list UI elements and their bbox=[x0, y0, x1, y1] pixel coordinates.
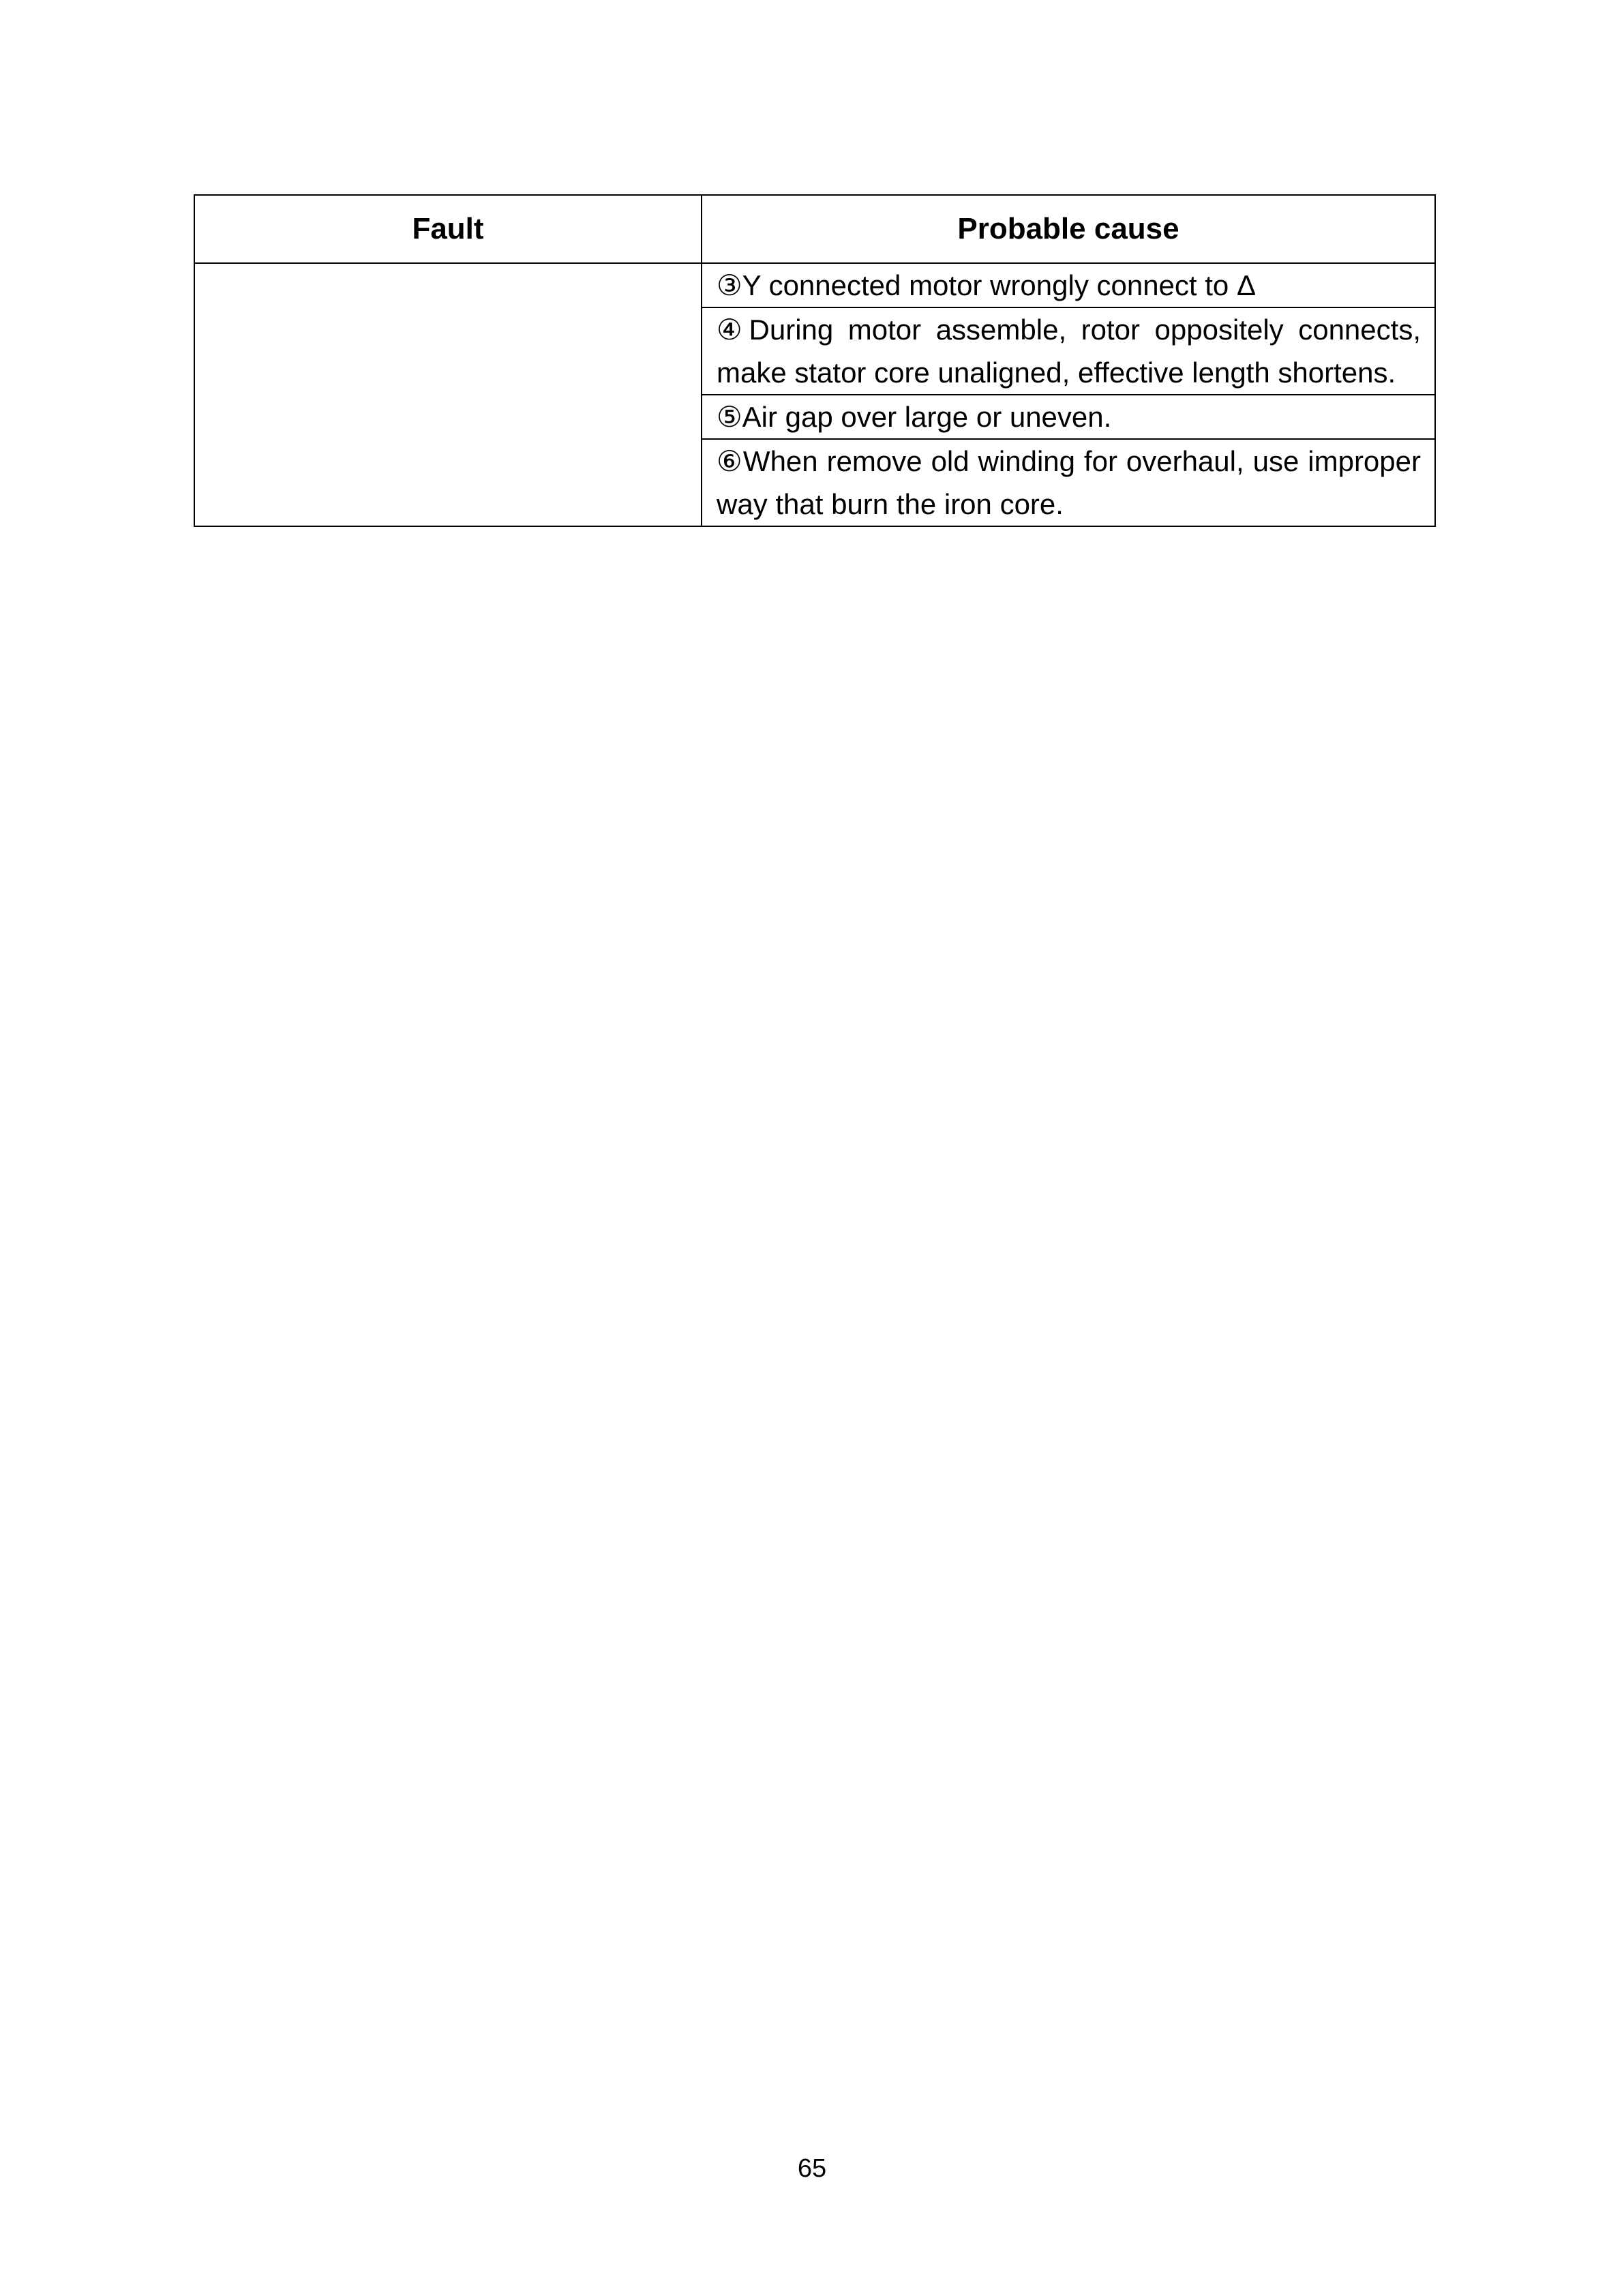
cause-cell: ⑥When remove old winding for overhaul, use improper way that burn the iron core. bbox=[702, 439, 1435, 526]
table-header-row bbox=[194, 195, 1435, 263]
cause-cell: ④During motor assemble, rotor oppositely connects, make stator core unaligned, effective length shortens. bbox=[702, 307, 1435, 395]
cause-cell: ⑤Air gap over large or uneven. bbox=[702, 395, 1435, 439]
table-row bbox=[194, 263, 1435, 307]
cause-cell: ③Y connected motor wrongly connect to Δ bbox=[702, 263, 1435, 307]
header-fault: Fault bbox=[194, 195, 702, 263]
header-probable-cause: Probable cause bbox=[702, 195, 1435, 263]
page-number: 65 bbox=[797, 2154, 827, 2183]
fault-cause-table bbox=[194, 194, 1436, 527]
fault-cell bbox=[194, 263, 702, 526]
